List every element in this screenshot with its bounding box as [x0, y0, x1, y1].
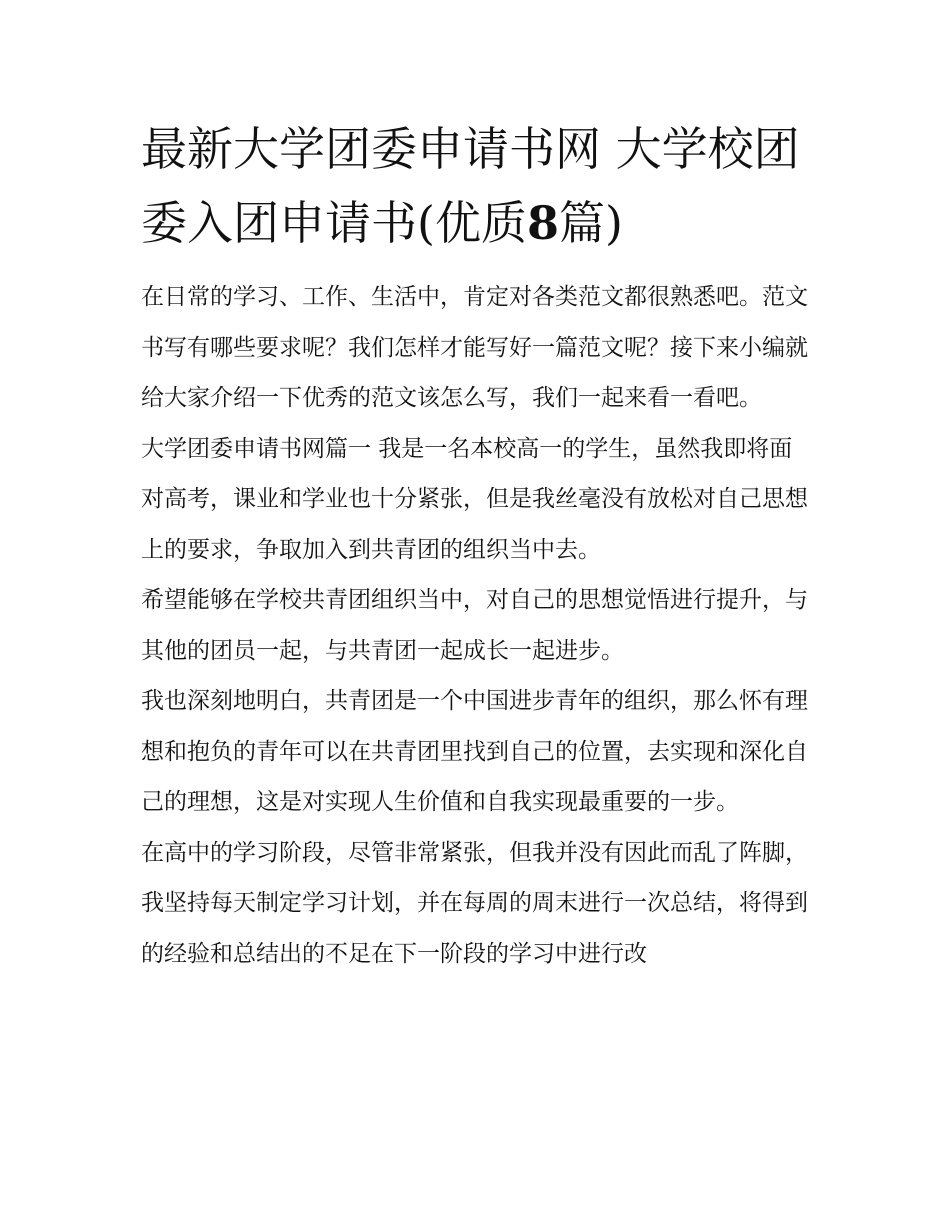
paragraph: 我也深刻地明白，共青团是一个中国进步青年的组织，那么怀有理想和抱负的青年可以在共青团里找到自己的位置，去实现和深化自己的理想，这是对实现人生价值和自我实现最重要的一步。: [141, 688, 808, 815]
paragraph: 大学团委申请书网篇一 我是一名本校高一的学生，虽然我即将面对高考，课业和学业也十分紧张，但是我丝毫没有放松对自己思想上的要求，争取加入到共青团的组织当中去。: [141, 435, 808, 563]
paragraph: 在日常的学习、工作、生活中，肯定对各类范文都很熟悉吧。范文书写有哪些要求呢？我们怎样才能写好一篇范文呢？接下来小编就给大家介绍一下优秀的范文该怎么写，我们一起来看一看吧。: [141, 284, 808, 411]
document-content: [141, 112, 813, 979]
document-body: [141, 272, 813, 979]
title-numeral: 8: [526, 196, 559, 250]
document-title: 最新大学团委申请书网 大学校团委入团申请书(优质8篇): [141, 122, 800, 250]
paragraph: 希望能够在学校共青团组织当中，对自己的思想觉悟进行提升，与其他的团员一起，与共青团一起成长一起进步。: [141, 587, 808, 664]
paragraph: 在高中的学习阶段，尽管非常紧张，但我并没有因此而乱了阵脚，我坚持每天制定学习计划，并在每周的周末进行一次总结，将得到的经验和总结出的不足在下一阶段的学习中进行改: [141, 839, 808, 967]
